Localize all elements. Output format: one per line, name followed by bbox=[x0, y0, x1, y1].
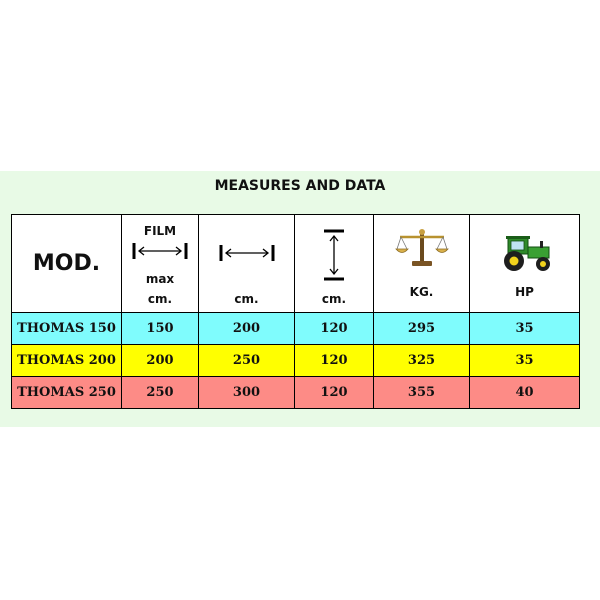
cell-height: 120 bbox=[295, 345, 374, 377]
header-length-unit: cm. bbox=[234, 292, 259, 306]
header-weight bbox=[374, 215, 470, 313]
header-length bbox=[199, 215, 295, 313]
header-weight-unit: KG. bbox=[409, 285, 434, 299]
header-height bbox=[295, 215, 374, 313]
cell-weight: 355 bbox=[374, 377, 470, 409]
cell-weight: 325 bbox=[374, 345, 470, 377]
scale-icon bbox=[395, 229, 449, 267]
header-film-unit: cm. bbox=[147, 292, 173, 306]
cell-model: THOMAS 150 bbox=[12, 313, 122, 345]
cell-film: 200 bbox=[122, 345, 199, 377]
cell-model: THOMAS 250 bbox=[12, 377, 122, 409]
double-arrow-horizontal-icon bbox=[132, 242, 188, 260]
cell-length: 200 bbox=[199, 313, 295, 345]
header-film-label: FILM bbox=[143, 224, 177, 238]
cell-film: 150 bbox=[122, 313, 199, 345]
table-row bbox=[12, 345, 580, 377]
table-row bbox=[12, 313, 580, 345]
specs-table bbox=[11, 214, 580, 409]
cell-hp: 35 bbox=[470, 313, 580, 345]
page-title: MEASURES AND DATA bbox=[214, 178, 386, 194]
cell-film: 250 bbox=[122, 377, 199, 409]
header-power-unit: HP bbox=[515, 285, 534, 299]
header-model: MOD. bbox=[12, 215, 122, 313]
double-arrow-vertical-icon bbox=[324, 229, 344, 281]
cell-weight: 295 bbox=[374, 313, 470, 345]
double-arrow-horizontal-icon bbox=[219, 244, 275, 262]
cell-height: 120 bbox=[295, 313, 374, 345]
cell-length: 250 bbox=[199, 345, 295, 377]
header-power bbox=[470, 215, 580, 313]
header-film-max: max bbox=[145, 272, 175, 286]
cell-height: 120 bbox=[295, 377, 374, 409]
table-row bbox=[12, 377, 580, 409]
header-film-width bbox=[122, 215, 199, 313]
cell-length: 300 bbox=[199, 377, 295, 409]
table-header-row bbox=[12, 215, 580, 313]
cell-model: THOMAS 200 bbox=[12, 345, 122, 377]
tractor-icon bbox=[496, 232, 554, 272]
header-height-unit: cm. bbox=[321, 292, 347, 306]
cell-hp: 40 bbox=[470, 377, 580, 409]
cell-hp: 35 bbox=[470, 345, 580, 377]
